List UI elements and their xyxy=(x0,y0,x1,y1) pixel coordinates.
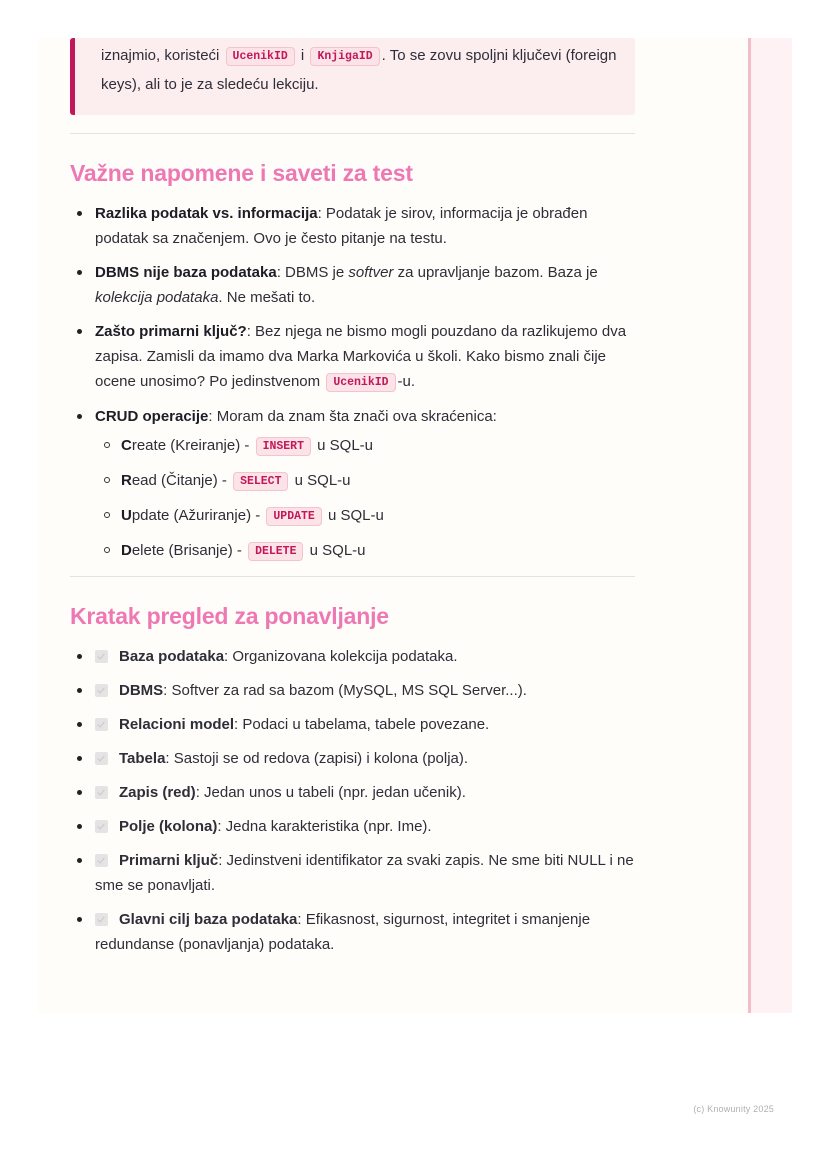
review-term: Glavni cilj baza podataka xyxy=(119,911,298,928)
callout-text: iznajmio, koristeći xyxy=(101,47,224,64)
code-ucenikid: UcenikID xyxy=(226,47,295,66)
tip-term: Zašto primarni ključ? xyxy=(95,323,247,340)
crud-item-delete xyxy=(95,538,635,564)
crud-item-read xyxy=(95,468,635,494)
tip-text: -u. xyxy=(397,373,416,390)
checklist-item xyxy=(70,644,635,669)
tip-emphasis: kolekcija podataka xyxy=(95,289,219,306)
review-text: : Jedan unos u tabeli (npr. jedan učenik). xyxy=(195,784,466,801)
crud-text: elete (Brisanje) - xyxy=(131,542,247,559)
crud-letter: R xyxy=(121,472,132,489)
tip-text: : DBMS je xyxy=(276,264,349,281)
code-knjigaid: KnjigaID xyxy=(310,47,379,66)
code-ucenikid: UcenikID xyxy=(326,373,395,392)
checklist-item xyxy=(70,907,635,957)
crud-text: pdate (Ažuriranje) - xyxy=(131,507,265,524)
list-item xyxy=(70,404,635,564)
checklist-item xyxy=(70,780,635,805)
crud-letter: U xyxy=(121,507,132,524)
crud-item-create xyxy=(95,433,635,459)
code-select: SELECT xyxy=(233,472,288,491)
tip-text: za upravljanje bazom. Baza je xyxy=(393,264,598,281)
checklist-item xyxy=(70,678,635,703)
section-divider xyxy=(70,133,635,134)
checkbox-checked-icon[interactable] xyxy=(95,684,108,697)
review-text: : Podaci u tabelama, tabele povezane. xyxy=(234,716,490,733)
list-item xyxy=(70,260,635,310)
crud-letter: C xyxy=(121,437,132,454)
checkbox-checked-icon[interactable] xyxy=(95,854,108,867)
tip-term: DBMS nije baza podataka xyxy=(95,264,277,281)
tip-emphasis: softver xyxy=(348,264,394,281)
review-term: DBMS xyxy=(119,682,164,699)
code-delete: DELETE xyxy=(248,542,303,561)
review-term: Polje (kolona) xyxy=(119,818,218,835)
code-insert: INSERT xyxy=(256,437,311,456)
crud-suffix: u SQL-u xyxy=(312,437,374,454)
checkbox-checked-icon[interactable] xyxy=(95,718,108,731)
checklist-item xyxy=(70,712,635,737)
checkbox-checked-icon[interactable] xyxy=(95,752,108,765)
review-checklist xyxy=(70,644,635,957)
checklist-item xyxy=(70,848,635,898)
tip-text: . Ne mešati to. xyxy=(218,289,316,306)
crud-letter: D xyxy=(121,542,132,559)
review-term: Zapis (red) xyxy=(119,784,196,801)
crud-text: ead (Čitanje) - xyxy=(131,472,232,489)
list-item xyxy=(70,319,635,395)
document-content xyxy=(70,38,635,966)
review-term: Primarni ključ xyxy=(119,852,219,869)
crud-suffix: u SQL-u xyxy=(290,472,351,489)
crud-item-update xyxy=(95,503,635,529)
checkbox-checked-icon[interactable] xyxy=(95,913,108,926)
tips-list xyxy=(70,201,635,564)
review-text: : Jedna karakteristika (npr. Ime). xyxy=(217,818,432,835)
checklist-item xyxy=(70,746,635,771)
tip-term: Razlika podatak vs. informacija xyxy=(95,205,318,222)
note-callout xyxy=(70,38,635,115)
review-section-title: Kratak pregled za ponavljanje xyxy=(70,603,389,629)
review-text: : Softver za rad sa bazom (MySQL, MS SQL Server...). xyxy=(163,682,527,699)
review-term: Relacioni model xyxy=(119,716,235,733)
review-term: Baza podataka xyxy=(119,648,225,665)
tip-text: : Moram da znam šta znači ova skraćenica: xyxy=(208,408,497,425)
checkbox-checked-icon[interactable] xyxy=(95,786,108,799)
checkbox-checked-icon[interactable] xyxy=(95,650,108,663)
copyright-footer: (c) Knowunity 2025 xyxy=(693,1104,774,1114)
crud-suffix: u SQL-u xyxy=(305,542,366,559)
tip-term: CRUD operacije xyxy=(95,408,209,425)
tip-text: : Podatak je sirov, informacija je obrađen podatak sa značenjem. Ovo je često pitanje na testu. xyxy=(95,205,588,247)
review-text: : Efikasnost, sigurnost, integritet i smanjenje redundanse (ponavljanja) podataka. xyxy=(95,911,591,953)
tips-section-title: Važne napomene i saveti za test xyxy=(70,160,413,186)
crud-text: reate (Kreiranje) - xyxy=(131,437,254,454)
review-text: : Jedinstveni identifikator za svaki zapis. Ne sme biti NULL i ne sme se ponavljati. xyxy=(95,852,634,894)
section-divider xyxy=(70,576,635,577)
checklist-item xyxy=(70,814,635,839)
tip-text: : Bez njega ne bismo mogli pouzdano da razlikujemo dva zapisa. Zamisli da imamo dva Marka Markovića u školi. Kako bismo znali čije ocene unosimo? Po jedinstvenom xyxy=(95,323,627,390)
checkbox-checked-icon[interactable] xyxy=(95,820,108,833)
decorative-side-strip xyxy=(748,38,792,1013)
crud-suffix: u SQL-u xyxy=(323,507,384,524)
list-item xyxy=(70,201,635,251)
review-term: Tabela xyxy=(119,750,166,767)
callout-text: . To se zovu spoljni ključevi (foreign keys), ali to je za sledeću lekciju. xyxy=(101,47,617,93)
crud-sublist xyxy=(95,433,635,564)
callout-text: i xyxy=(296,47,309,64)
review-text: : Organizovana kolekcija podataka. xyxy=(224,648,458,665)
review-text: : Sastoji se od redova (zapisi) i kolona (polja). xyxy=(165,750,469,767)
code-update: UPDATE xyxy=(266,507,321,526)
